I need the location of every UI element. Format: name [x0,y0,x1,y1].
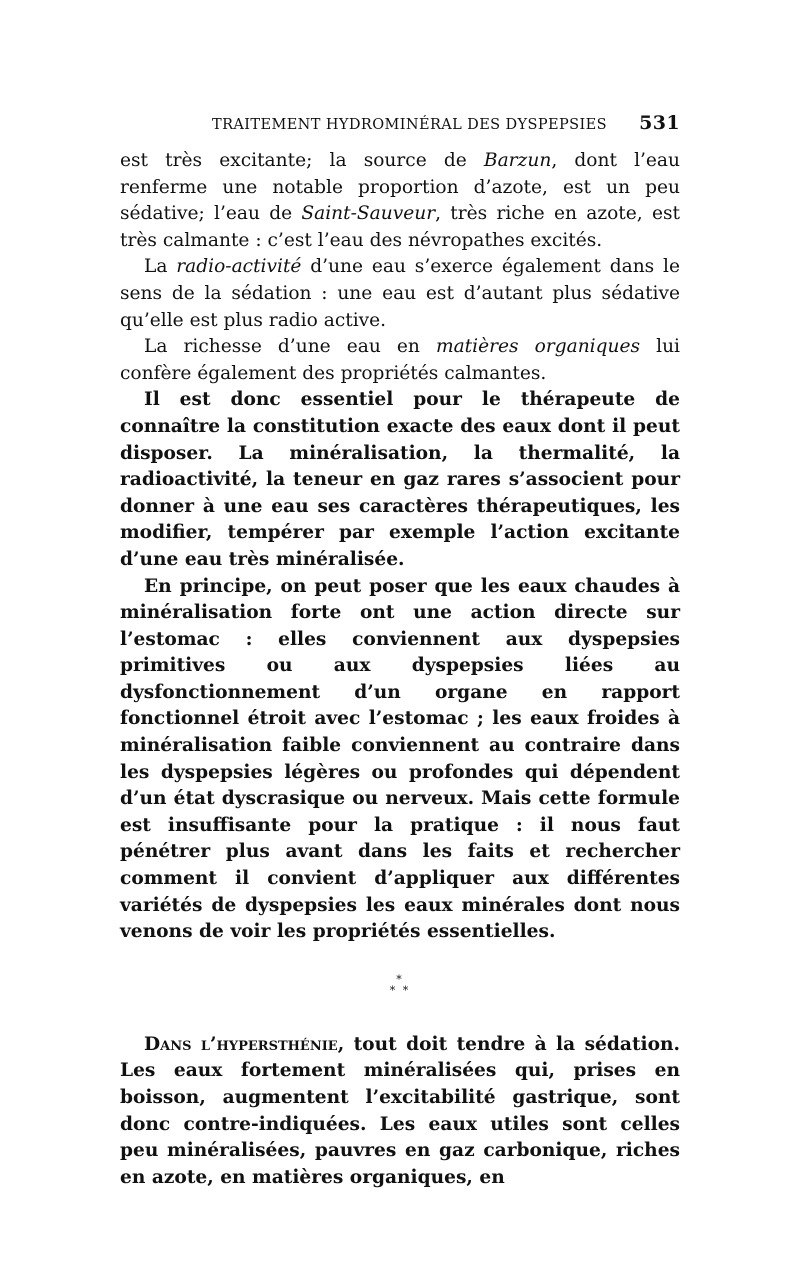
text-run-italic: matières organiques [435,336,641,358]
paragraph-1 [120,148,680,254]
text-run: Il est donc essentiel pour le thérapeute de connaître la constitution exacte des eaux dont il peut disposer. La minéralisation, la thermalité, la radioactivité, la teneur en gaz rares s’associent pour donner à une eau ses caractères thérapeutiques, les modifier, tempérer par exemple l’action excitante d’une eau très minéralisée. [120,389,680,570]
asterism-top: * [396,972,404,986]
paragraph-2 [120,254,680,334]
asterism-bottom: * * [389,983,411,997]
paragraph-5 [120,574,680,946]
text-run: La [144,256,177,278]
text-run-italic: radio-activité [176,256,302,278]
text-run-italic: Barzun [483,150,552,171]
paragraph-4 [120,387,680,573]
text-run: , dont l’eau renferme une notable proportion d’azote, est un peu sédative; l’eau de [120,150,680,225]
text-run: est très excitante; la source de [120,150,484,171]
text-run-italic: Saint-Sauveur [301,203,436,225]
section-text: tout doit tendre à la sédation. Les eaux fortement minéralisées qui, prises en boisson, augmentent l’excitabilité gastrique, sont donc contre-indiquées. Les eaux utiles sont celles peu minéralisées, pauvres en gaz carbonique, riches en azote, en matières organiques, en [120,1033,680,1188]
paragraph-3 [120,334,680,387]
text-run: d’une eau s’exerce également dans le sens de la sédation : une eau est d’autant plus sédative qu’elle est plus radio active. [120,256,681,331]
text-run: La richesse d’une eau en [144,336,436,358]
section-lead: Dans l’hypersthénie, [144,1033,345,1055]
section-separator [120,974,680,996]
running-title: TRAITEMENT HYDROMINÉRAL DES DYSPEPSIES [212,117,607,133]
text-run: lui confère également des propriétés calmantes. [120,336,680,384]
text-run: , très riche en azote, est très calmante : c’est l’eau des névropathes excités. [120,203,680,251]
book-page [120,112,680,1191]
paragraph-hypersthenie [120,1032,680,1192]
page-number: 531 [639,112,680,134]
running-head [120,112,680,134]
body-text [120,148,680,1191]
text-run: En principe, on peut poser que les eaux chaudes à minéralisation forte ont une action directe sur l’estomac : elles conviennent aux dyspepsies primitives ou aux dyspepsies liées au dysfonctionnement d’un organe en rapport fonctionnel étroit avec l’estomac ; les eaux froides à minéralisation faible conviennent au contraire dans les dyspepsies légères ou profondes qui dépendent d’un état dyscrasique ou nerveux. Mais cette formule est insuffisante pour la pratique : il nous faut pénétrer plus avant dans les faits et rechercher comment il convient d’appliquer aux différentes variétés de dyspepsies les eaux minérales dont nous venons de voir les propriétés essentielles. [120,575,680,943]
